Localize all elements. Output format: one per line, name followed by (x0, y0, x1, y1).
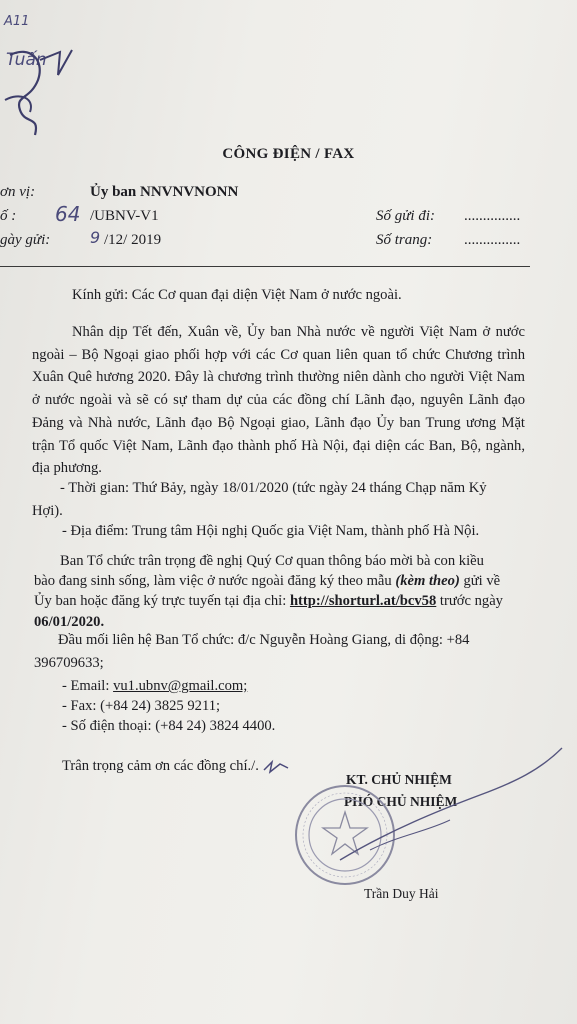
signature-title-2: PHÓ CHỦ NHIỆM (344, 794, 458, 809)
salutation: Kính gửi: Các Cơ quan đại diện Việt Nam ở nước ngoài. (72, 287, 402, 303)
signature-title-1: KT. CHỦ NHIỆM (346, 772, 452, 787)
request-line-3 (34, 593, 503, 610)
email-label: - Email: (62, 678, 114, 694)
closing-scribble-icon (262, 756, 292, 776)
date-value: /12/ 2019 (104, 232, 162, 248)
signature-stroke-icon (330, 740, 570, 870)
document-title: CÔNG ĐIỆN / FAX (222, 146, 355, 162)
email-line (62, 678, 247, 695)
intro-text: Nhân dịp Tết đến, Xuân về, Ủy ban Nhà nước về người Việt Nam ở nước ngoài – Bộ Ngoại giao phối hợp với các Cơ quan liên quan tổ chức Chương trình Xuân Quê hương 2020. Đây là chương trình thường niên dành cho người Việt Nam ở nước ngoài và sẽ có sự tham dự của các đồng chí Lãnh đạo, nguyên Lãnh đạo Đảng và Nhà nước, Lãnh đạo Bộ Ngoại giao, Lãnh đạo Ủy ban Trung ương Mặt trận Tổ quốc Việt Nam, Lãnh đạo thành phố Hà Nội, đại diện các Ban, Bộ, ngành, địa phương. (32, 324, 525, 477)
phone-line: - Số điện thoại: (+84 24) 3824 4400. (62, 718, 276, 734)
email-link[interactable]: vu1.ubnv@gmail.com; (113, 678, 248, 694)
date-handwritten: 9 (90, 228, 101, 247)
contact-line-2: 396709633; (34, 655, 104, 671)
number-label: ố : (0, 208, 17, 224)
handwritten-note-line2: Tuấn (6, 50, 47, 70)
number-value: /UBNV-V1 (90, 208, 159, 224)
signer-name: Trần Duy Hải (364, 886, 439, 901)
request-attachment-note: (kèm theo) (395, 573, 460, 589)
handwritten-note-line1: A11 (4, 14, 30, 29)
venue-line: - Địa điểm: Trung tâm Hội nghị Quốc gia Việt Nam, thành phố Hà Nội. (62, 523, 480, 539)
intro-paragraph (32, 321, 525, 480)
header-divider (0, 266, 530, 267)
fax-line: - Fax: (+84 24) 3825 9211; (62, 698, 221, 714)
request-text-d: trước ngày (436, 593, 503, 609)
sent-count-value: ............... (464, 208, 521, 224)
request-deadline: 06/01/2020. (34, 614, 105, 630)
date-label: gày gửi: (0, 232, 51, 248)
number-handwritten: 64 (55, 202, 81, 226)
sender-label: ơn vị: (0, 184, 36, 200)
sender-value: Ủy ban NNVNVNONN (90, 184, 239, 200)
request-text-a: bào đang sinh sống, làm việc ở nước ngoài đăng ký theo mẫu (34, 573, 396, 589)
closing-line: Trân trọng cảm ơn các đồng chí./. (62, 758, 259, 774)
handwritten-initials-icon (0, 40, 90, 150)
time-line-1: - Thời gian: Thứ Bảy, ngày 18/01/2020 (tức ngày 24 tháng Chạp năm Kỷ (60, 480, 487, 496)
request-text-b: gửi về (459, 573, 501, 589)
request-line-1: Ban Tổ chức trân trọng đề nghị Quý Cơ quan thông báo mời bà con kiều (60, 553, 484, 569)
page-count-value: ............... (464, 232, 521, 248)
sent-count-label: Số gửi đi: (376, 208, 436, 224)
registration-link[interactable]: http://shorturl.at/bcv58 (289, 593, 437, 609)
request-line-2 (34, 573, 500, 590)
page-count-label: Số trang: (376, 232, 433, 248)
contact-line-1: Đầu mối liên hệ Ban Tổ chức: đ/c Nguyễn Hoàng Giang, di động: +84 (58, 632, 470, 648)
request-text-c: Ủy ban hoặc đăng ký trực tuyến tại địa chỉ: (34, 593, 290, 609)
time-line-2: Hợi). (32, 503, 63, 519)
